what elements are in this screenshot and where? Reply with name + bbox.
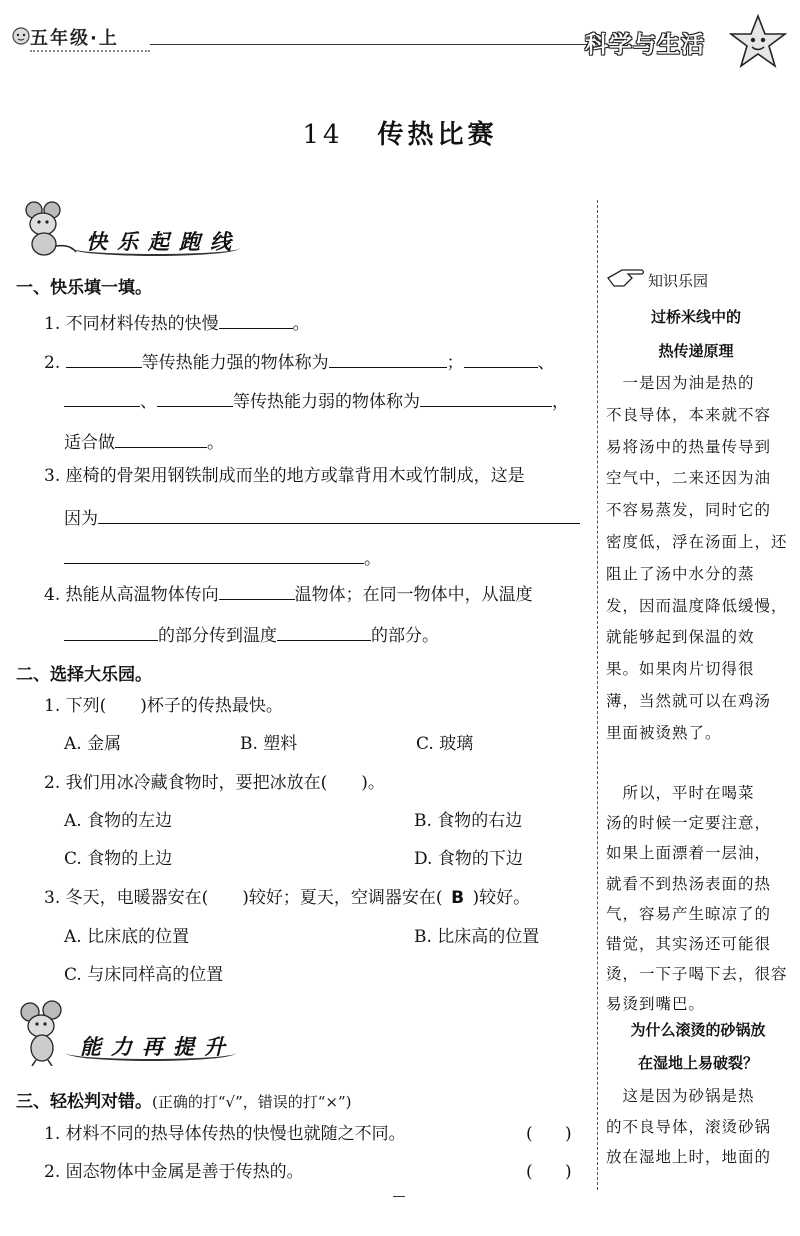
sidebar-paragraph-3 [606, 1084, 792, 1176]
s2-question-3 [44, 890, 530, 907]
s1-question-2-line1 [44, 351, 555, 372]
s2-q1-option-a[interactable]: A. 金属 [64, 734, 122, 754]
section3-note: (正确的打“√”，错误的打“×”) [152, 1093, 352, 1111]
warmup-banner: 快乐起跑线 [86, 230, 241, 254]
answer-blank[interactable] [64, 390, 140, 407]
sidebar-line: 这是因为砂锅是热 [606, 1087, 755, 1105]
sidebar-line: 放在湿地上时，地面的 [606, 1148, 772, 1166]
sidebar-line: 密度低，浮在汤面上，还 [606, 532, 788, 551]
q-number: 2. [44, 1162, 61, 1182]
s2-q2-option-a[interactable]: A. 食物的左边 [64, 811, 173, 831]
mouse-mascot-icon [18, 200, 80, 262]
improve-banner: 能力再提升 [80, 1035, 235, 1059]
q-text: )杯子的传热最快。 [140, 696, 283, 716]
s3-q1-answer-slot[interactable]: ( ) [526, 1124, 572, 1144]
q-punct: ； [446, 353, 464, 373]
q-text: 冬天，电暖器安在( [65, 888, 209, 908]
sidebar-line: 的不良导体，滚烫砂锅 [606, 1117, 772, 1136]
q-text: 我们用冰冷藏食物时，要把冰放在( [65, 773, 328, 793]
q-text: 固态物体中金属是善于传热的。 [65, 1162, 304, 1182]
s1-question-3-line3 [64, 547, 381, 568]
sidebar-line: 果。如果肉片切得很 [606, 660, 755, 679]
s3-q2-answer-slot[interactable]: ( ) [526, 1162, 572, 1182]
sidebar-line: 就看不到热汤表面的热 [606, 874, 772, 893]
sidebar-line: 如果上面漂着一层油， [606, 844, 772, 863]
s2-q3-option-a[interactable]: A. 比床底的位置 [64, 927, 190, 947]
sidebar-line: 不良导体，本来就不容 [606, 405, 772, 424]
q-text: 的部分。 [371, 626, 439, 646]
q-text: 等传热能力强的物体称为 [141, 353, 329, 373]
q-text: 下列( [65, 696, 107, 716]
sidebar-line: 所以，平时在喝菜 [606, 784, 755, 802]
answer-blank[interactable] [64, 547, 364, 564]
s1-question-1 [44, 312, 310, 333]
s2-question-2 [44, 775, 385, 792]
section3-title: 三、轻松判对错。 [16, 1092, 152, 1112]
answer-blank[interactable] [329, 351, 447, 368]
q-text: 温物体；在同一物体中，从温度 [294, 585, 533, 605]
s1-question-2-line3 [64, 431, 224, 452]
pointing-hand-icon [606, 264, 646, 294]
banner-underline [66, 1045, 236, 1061]
lesson-name: 传热比赛 [377, 120, 498, 150]
lesson-title [0, 114, 800, 151]
sidebar-line: 烫，一下子喝下去，很容 [606, 965, 788, 984]
sidebar-line: 里面被烫熟了。 [606, 723, 722, 742]
sidebar-title-1-line1: 过桥米线中的 [650, 308, 741, 326]
brand-star-mascot-icon [728, 14, 788, 74]
s2-q1-option-c[interactable]: C. 玻璃 [416, 734, 474, 754]
section3-header [16, 1087, 352, 1112]
filled-answer[interactable]: B [451, 888, 465, 908]
mouse-mascot-2-icon [16, 1000, 74, 1070]
sidebar-paragraph-1 [606, 371, 792, 753]
s3-question-2 [44, 1164, 304, 1181]
q-text: 热能从高温物体传向 [65, 585, 219, 605]
sidebar-line: 一是因为油是热的 [606, 374, 755, 392]
s2-q2-option-d[interactable]: D. 食物的下边 [414, 849, 523, 869]
s1-question-2-line2 [64, 390, 569, 411]
sidebar-label: 知识乐园 [648, 272, 709, 290]
q-text: 不同材料传热的快慢 [65, 314, 219, 334]
q-text: )较好。 [472, 888, 531, 908]
header-dots [30, 50, 150, 58]
header-rule [150, 44, 590, 45]
q-number: 1. [44, 1124, 61, 1144]
lesson-number: 14 [302, 120, 344, 150]
q-text: )。 [361, 773, 385, 793]
q-text: 材料不同的热导体传热的快慢也就随之不同。 [65, 1124, 406, 1144]
q-text: 座椅的骨架用钢铁制成而坐的地方或靠背用木或竹制成，这是 [65, 466, 525, 486]
section2-title: 二、选择大乐园。 [16, 665, 152, 685]
s1-question-3-line2 [64, 507, 580, 528]
answer-blank[interactable] [420, 390, 552, 407]
answer-blank[interactable] [464, 351, 538, 368]
sidebar-line: 发，因而温度降低缓慢， [606, 596, 788, 615]
sidebar-line: 易将汤中的热量传导到 [606, 437, 772, 456]
q-text: 适合做 [64, 433, 115, 453]
answer-blank[interactable] [219, 312, 293, 329]
sidebar-title-2-line2: 在湿地上易破裂？ [637, 1054, 758, 1072]
q-number: 4. [44, 585, 61, 605]
brand-title: 科学与生活 [585, 32, 705, 58]
q-end: 。 [292, 314, 310, 334]
answer-blank[interactable] [219, 583, 295, 600]
sidebar-line: 易烫到嘴巴。 [606, 995, 706, 1014]
s1-question-4-line2 [64, 624, 439, 645]
q-text: 等传热能力弱的物体称为 [233, 392, 420, 412]
q-end: 。 [207, 433, 224, 453]
answer-blank[interactable] [64, 624, 158, 641]
q-number: 2. [44, 773, 61, 793]
answer-blank[interactable] [277, 624, 371, 641]
s2-question-1 [44, 698, 283, 715]
column-divider [597, 200, 598, 1190]
s2-q2-option-c[interactable]: C. 食物的上边 [64, 849, 173, 869]
q-punct: 、 [537, 353, 555, 373]
section1-title: 一、快乐填一填。 [16, 278, 152, 298]
q-punct: ， [552, 392, 569, 412]
s1-question-4-line1 [44, 583, 533, 604]
answer-blank[interactable] [115, 431, 207, 448]
answer-blank[interactable] [66, 351, 142, 368]
s2-q3-option-c[interactable]: C. 与床同样高的位置 [64, 965, 224, 985]
sidebar-line: 薄，当然就可以在鸡汤 [606, 691, 772, 710]
q-number: 1. [44, 696, 61, 716]
banner-underline [70, 240, 240, 256]
sidebar-paragraph-2 [606, 781, 792, 1023]
sidebar-line: 就能够起到保温的效 [606, 628, 755, 647]
sidebar-line: 气，容易产生晾凉了的 [606, 904, 772, 923]
sidebar-line: 阻止了汤中水分的蒸 [606, 564, 755, 583]
q-text: 的部分传到温度 [158, 626, 277, 646]
s2-q3-option-b[interactable]: B. 比床高的位置 [414, 927, 540, 947]
s2-q1-option-b[interactable]: B. 塑料 [240, 734, 298, 754]
s1-question-3-line1 [44, 468, 525, 485]
q-number: 3. [44, 466, 61, 486]
sidebar-line: 错觉，其实汤还可能很 [606, 934, 772, 953]
s2-q2-option-b[interactable]: B. 食物的右边 [414, 811, 523, 831]
sidebar-line: 汤的时候一定要注意， [606, 814, 772, 833]
sidebar-title-2-line1: 为什么滚烫的砂锅放 [630, 1021, 766, 1039]
q-punct: 、 [140, 392, 157, 412]
header-mascot-icon [10, 24, 32, 50]
q-text: )较好；夏天，空调器安在( [242, 888, 443, 908]
page-mark [393, 1196, 405, 1197]
grade-label: 五年级·上 [30, 28, 119, 49]
answer-blank[interactable] [157, 390, 233, 407]
q-text: 因为 [64, 509, 98, 529]
sidebar-line: 不容易蒸发，同时它的 [606, 501, 772, 520]
answer-blank[interactable] [98, 507, 580, 524]
q-number: 2. [44, 353, 61, 373]
q-number: 3. [44, 888, 61, 908]
sidebar-title-1-line2: 热传递原理 [658, 342, 734, 360]
sidebar-line: 空气中，二来还因为油 [606, 469, 772, 488]
q-end: 。 [364, 549, 381, 569]
s3-question-1 [44, 1126, 406, 1143]
q-number: 1. [44, 314, 61, 334]
